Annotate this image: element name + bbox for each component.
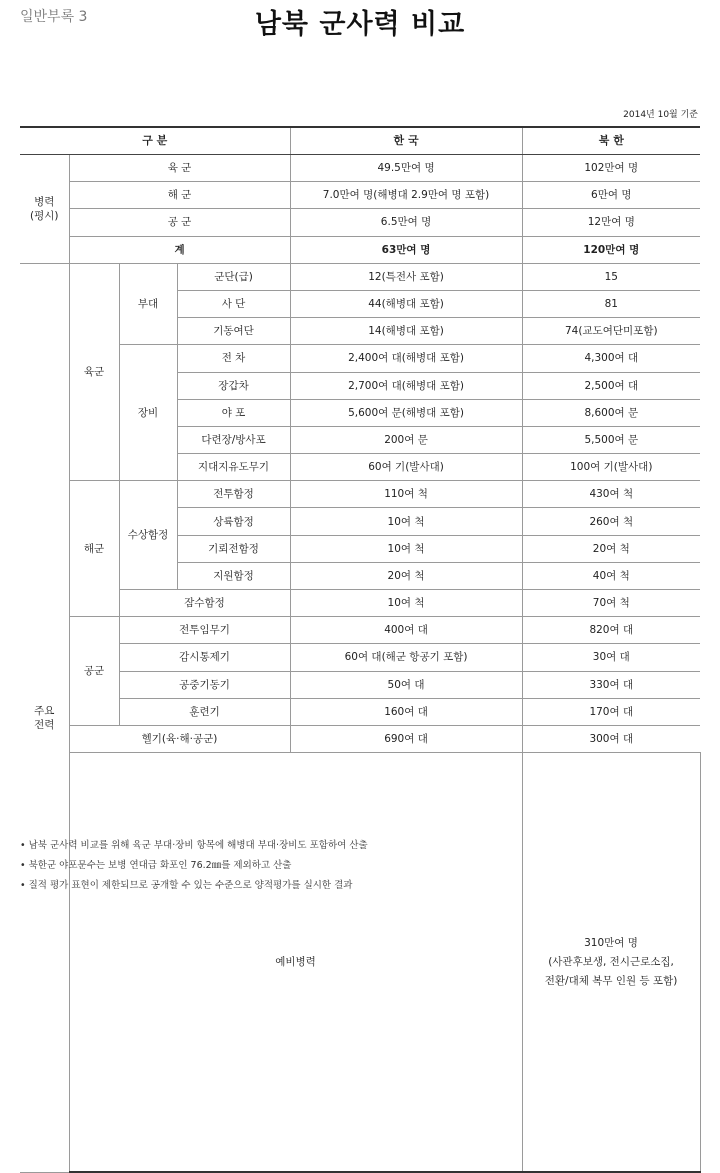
date-reference: 2014년 10월 기준 bbox=[623, 110, 698, 120]
group-army-equipment: 장비 bbox=[119, 345, 177, 481]
north-value: 12만여 명 bbox=[522, 209, 700, 236]
row-label: 지대지유도무기 bbox=[177, 454, 290, 481]
north-value: 81 bbox=[522, 290, 700, 317]
north-value: 40여 척 bbox=[522, 562, 700, 589]
south-value: 5,600여 문(해병대 포함) bbox=[290, 399, 522, 426]
south-value: 63만여 명 bbox=[290, 236, 522, 263]
south-value: 7.0만여 명(해병대 2.9만여 명 포함) bbox=[290, 182, 522, 209]
page-title: 남북 군사력 비교 bbox=[254, 9, 466, 40]
row-label: 야 포 bbox=[177, 399, 290, 426]
south-value: 6.5만여 명 bbox=[290, 209, 522, 236]
north-value: 74(교도여단미포함) bbox=[522, 318, 700, 345]
row-label: 장갑차 bbox=[177, 372, 290, 399]
row-label: 헬기(육·해·공군) bbox=[69, 725, 290, 752]
table-row bbox=[20, 481, 700, 508]
south-value: 14(해병대 포함) bbox=[290, 318, 522, 345]
south-reserve-line: 전환/대체 복무 인원 등 포함) bbox=[544, 974, 678, 987]
section-label: 일반부록 3 bbox=[20, 9, 88, 25]
north-value: 4,300여 대 bbox=[522, 345, 700, 372]
north-value: 170여 대 bbox=[522, 698, 700, 725]
row-label: 육 군 bbox=[69, 155, 290, 182]
north-value: 15 bbox=[522, 263, 700, 290]
row-label: 훈련기 bbox=[119, 698, 290, 725]
table-row bbox=[20, 671, 700, 698]
row-label: 사 단 bbox=[177, 290, 290, 317]
north-value: 2,500여 대 bbox=[522, 372, 700, 399]
footnotes bbox=[20, 838, 710, 898]
row-label: 기동여단 bbox=[177, 318, 290, 345]
group-key-forces-label: 주요 전력 bbox=[34, 704, 55, 731]
footnote: • 남북 군사력 비교를 위해 육군 부대·장비 항목에 해병대 부대·장비도 포함하여 산출 bbox=[20, 840, 368, 851]
north-value: 20여 척 bbox=[522, 535, 700, 562]
row-label: 공 군 bbox=[69, 209, 290, 236]
row-label: 공중기동기 bbox=[119, 671, 290, 698]
south-value: 110여 척 bbox=[290, 481, 522, 508]
south-reserve-line: (사관후보생, 전시근로소집, bbox=[548, 955, 674, 968]
group-navy-surface: 수상함정 bbox=[119, 481, 177, 590]
south-value: 200여 문 bbox=[290, 426, 522, 453]
south-value: 10여 척 bbox=[290, 590, 522, 617]
row-label: 예비병력 bbox=[69, 753, 522, 1173]
table-row bbox=[20, 590, 700, 617]
north-value: 70여 척 bbox=[522, 590, 700, 617]
row-label: 잠수함정 bbox=[119, 590, 290, 617]
row-label: 상륙함정 bbox=[177, 508, 290, 535]
north-value: 260여 척 bbox=[522, 508, 700, 535]
south-reserve-line: 310만여 명 bbox=[584, 936, 638, 949]
south-value: 400여 대 bbox=[290, 617, 522, 644]
south-value: 12(특전사 포함) bbox=[290, 263, 522, 290]
military-comparison-table bbox=[20, 126, 700, 1173]
north-value: 820여 대 bbox=[522, 617, 700, 644]
header-north-korea: 북 한 bbox=[522, 127, 700, 155]
south-value: 2,700여 대(해병대 포함) bbox=[290, 372, 522, 399]
north-value: 8,600여 문 bbox=[522, 399, 700, 426]
north-value: 6만여 명 bbox=[522, 182, 700, 209]
south-value: 50여 대 bbox=[290, 671, 522, 698]
south-value bbox=[522, 753, 700, 1173]
south-value: 10여 척 bbox=[290, 535, 522, 562]
table-row bbox=[20, 263, 700, 290]
footnote-text: 북한군 야포문수는 보병 연대급 화포인 76.2㎜를 제외하고 산출 bbox=[28, 860, 292, 871]
table-row-total bbox=[20, 236, 700, 263]
table-row-reserve bbox=[20, 753, 700, 1173]
south-value: 160여 대 bbox=[290, 698, 522, 725]
footnote-text: 질적 평가 표현이 제한되므로 공개할 수 있는 수준으로 양적평가를 실시한 결과 bbox=[28, 880, 353, 891]
header-category: 구 분 bbox=[20, 127, 290, 155]
north-value: 100여 기(발사대) bbox=[522, 454, 700, 481]
row-label: 지원함정 bbox=[177, 562, 290, 589]
south-value: 49.5만여 명 bbox=[290, 155, 522, 182]
table-row bbox=[20, 725, 700, 752]
table-row bbox=[20, 617, 700, 644]
row-label: 군단(급) bbox=[177, 263, 290, 290]
row-label: 계 bbox=[69, 236, 290, 263]
north-value: 120만여 명 bbox=[522, 236, 700, 263]
south-value: 60여 기(발사대) bbox=[290, 454, 522, 481]
row-label: 기뢰전함정 bbox=[177, 535, 290, 562]
group-troops-label: 병력 (평시) bbox=[30, 195, 59, 222]
north-value: 330여 대 bbox=[522, 671, 700, 698]
south-value: 60여 대(해군 항공기 포함) bbox=[290, 644, 522, 671]
row-label: 전투함정 bbox=[177, 481, 290, 508]
south-value: 20여 척 bbox=[290, 562, 522, 589]
table-row bbox=[20, 644, 700, 671]
row-label: 해 군 bbox=[69, 182, 290, 209]
table-row bbox=[20, 345, 700, 372]
table-row bbox=[20, 698, 700, 725]
south-value: 10여 척 bbox=[290, 508, 522, 535]
south-value: 2,400여 대(해병대 포함) bbox=[290, 345, 522, 372]
footnote: • 질적 평가 표현이 제한되므로 공개할 수 있는 수준으로 양적평가를 실시한 결과 bbox=[20, 880, 353, 891]
table-row bbox=[20, 209, 700, 236]
table-header-row bbox=[20, 127, 700, 155]
header-south-korea: 한 국 bbox=[290, 127, 522, 155]
footnote-text: 남북 군사력 비교를 위해 육군 부대·장비 항목에 해병대 부대·장비도 포함하여 산출 bbox=[28, 840, 368, 851]
north-value: 430여 척 bbox=[522, 481, 700, 508]
row-label: 전 차 bbox=[177, 345, 290, 372]
group-troops bbox=[20, 155, 69, 264]
south-value: 44(해병대 포함) bbox=[290, 290, 522, 317]
group-airforce: 공군 bbox=[69, 617, 119, 726]
group-key-forces bbox=[20, 263, 69, 1172]
north-value: 102만여 명 bbox=[522, 155, 700, 182]
row-label: 감시통제기 bbox=[119, 644, 290, 671]
group-army: 육군 bbox=[69, 263, 119, 481]
group-army-units: 부대 bbox=[119, 263, 177, 345]
north-value: 5,500여 문 bbox=[522, 426, 700, 453]
row-label: 다련장/방사포 bbox=[177, 426, 290, 453]
north-value: 300여 대 bbox=[522, 725, 700, 752]
row-label: 전투임무기 bbox=[119, 617, 290, 644]
table-row bbox=[20, 182, 700, 209]
south-value: 690여 대 bbox=[290, 725, 522, 752]
footnote: • 북한군 야포문수는 보병 연대급 화포인 76.2㎜를 제외하고 산출 bbox=[20, 860, 292, 871]
group-navy: 해군 bbox=[69, 481, 119, 617]
table-row bbox=[20, 155, 700, 182]
north-value: 30여 대 bbox=[522, 644, 700, 671]
